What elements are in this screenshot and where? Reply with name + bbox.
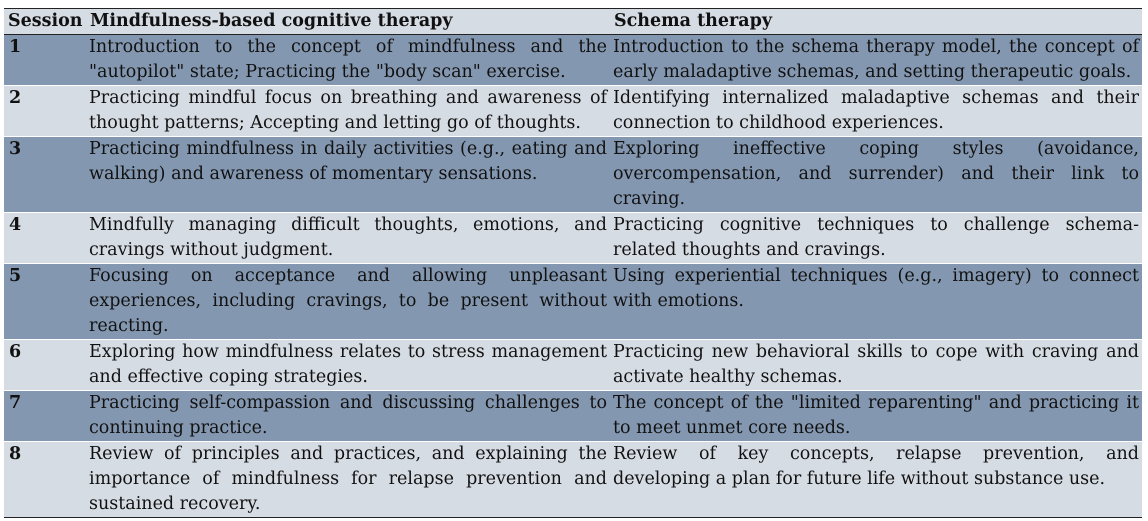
session-number: 6 bbox=[4, 340, 86, 391]
mbct-cell: Practicing self-compassion and discussing challenges to continuing practice. bbox=[86, 391, 610, 442]
mbct-cell: Practicing mindfulness in daily activities (e.g., eating and walking) and awareness of momentary sensations. bbox=[86, 137, 610, 213]
session-number: 1 bbox=[4, 35, 86, 86]
session-number: 8 bbox=[4, 442, 86, 518]
session-number: 2 bbox=[4, 86, 86, 137]
schema-cell: Exploring ineffective coping styles (avoidance, overcompensation, and surrender) and their link to craving. bbox=[610, 137, 1142, 213]
table-row bbox=[4, 391, 1142, 442]
session-table bbox=[4, 8, 1142, 518]
schema-cell: Review of key concepts, relapse prevention, and developing a plan for future life without substance use. bbox=[610, 442, 1142, 518]
session-number: 4 bbox=[4, 213, 86, 264]
header-row bbox=[4, 9, 1142, 35]
table-row bbox=[4, 137, 1142, 213]
mbct-cell: Exploring how mindfulness relates to stress management and effective coping strategies. bbox=[86, 340, 610, 391]
session-number: 5 bbox=[4, 264, 86, 340]
schema-cell: Identifying internalized maladaptive schemas and their connection to childhood experiences. bbox=[610, 86, 1142, 137]
mbct-cell: Practicing mindful focus on breathing and awareness of thought patterns; Accepting and letting go of thoughts. bbox=[86, 86, 610, 137]
schema-cell: The concept of the "limited reparenting" and practicing it to meet unmet core needs. bbox=[610, 391, 1142, 442]
table-row bbox=[4, 35, 1142, 86]
mbct-cell: Mindfully managing difficult thoughts, emotions, and cravings without judgment. bbox=[86, 213, 610, 264]
schema-cell: Using experiential techniques (e.g., imagery) to connect with emotions. bbox=[610, 264, 1142, 340]
mbct-cell: Introduction to the concept of mindfulness and the "autopilot" state; Practicing the "body scan" exercise. bbox=[86, 35, 610, 86]
session-number: 7 bbox=[4, 391, 86, 442]
table-row bbox=[4, 213, 1142, 264]
header-schema-therapy: Schema therapy bbox=[610, 9, 1142, 35]
session-number: 3 bbox=[4, 137, 86, 213]
table-row bbox=[4, 86, 1142, 137]
header-session: Session bbox=[4, 9, 86, 35]
table-row bbox=[4, 264, 1142, 340]
header-mbct: Mindfulness-based cognitive therapy bbox=[86, 9, 610, 35]
table-row bbox=[4, 340, 1142, 391]
schema-cell: Introduction to the schema therapy model, the concept of early maladaptive schemas, and setting therapeutic goals. bbox=[610, 35, 1142, 86]
mbct-cell: Review of principles and practices, and explaining the importance of mindfulness for relapse prevention and sustained recovery. bbox=[86, 442, 610, 518]
table-row bbox=[4, 442, 1142, 518]
mbct-cell: Focusing on acceptance and allowing unpleasant experiences, including cravings, to be present without reacting. bbox=[86, 264, 610, 340]
schema-cell: Practicing cognitive techniques to challenge schema-related thoughts and cravings. bbox=[610, 213, 1142, 264]
schema-cell: Practicing new behavioral skills to cope with craving and activate healthy schemas. bbox=[610, 340, 1142, 391]
